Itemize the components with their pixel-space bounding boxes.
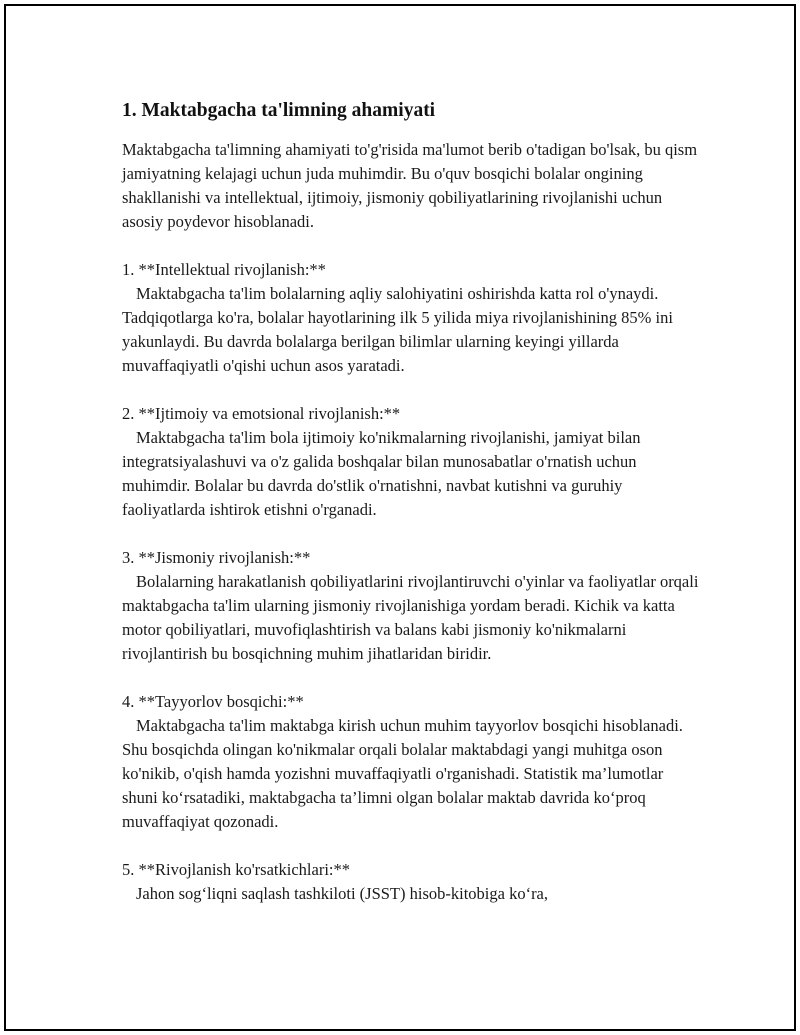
document-content — [122, 98, 702, 930]
section-body-wrap — [122, 426, 702, 522]
section-body: Maktabgacha ta'lim maktabga kirish uchun muhim tayyorlov bosqichi hisoblanadi. Shu bosqichda olingan ko'nikmalar orqali bolalar maktabdagi yangi muhitga oson ko'nikib, o'qish hamda yozishni muvaffaqiyatli o'rganishadi. Statistik ma’lumotlar shuni ko‘rsatadiki, maktabgacha ta’limni olgan bolalar maktab davrida ko‘proq muvaffaqiyat qozonadi. — [122, 716, 683, 831]
section-indicators — [122, 858, 702, 906]
section-preparation — [122, 690, 702, 834]
section-heading: 5. **Rivojlanish ko'rsatkichlari:** — [122, 860, 350, 879]
section-body-wrap — [122, 570, 702, 666]
document-page — [4, 4, 796, 1031]
section-heading: 3. **Jismoniy rivojlanish:** — [122, 548, 311, 567]
section-social — [122, 402, 702, 522]
document-title: 1. Maktabgacha ta'limning ahamiyati — [122, 100, 436, 121]
section-body-wrap — [122, 882, 702, 906]
section-heading: 4. **Tayyorlov bosqichi:** — [122, 692, 304, 711]
section-body: Bolalarning harakatlanish qobiliyatlarini rivojlantiruvchi o'yinlar va faoliyatlar orqali maktabgacha ta'lim ularning jismoniy rivojlanishiga yordam beradi. Kichik va katta motor qobiliyatlari, muvofiqlashtirish va balans kabi jismoniy ko'nikmalarni rivojlantirish bu bosqichning muhim jihatlaridan biridir. — [122, 572, 699, 663]
intro-paragraph: Maktabgacha ta'limning ahamiyati to'g'risida ma'lumot berib o'tadigan bo'lsak, bu qism jamiyatning kelajagi uchun juda muhimdir. Bu o'quv bosqichi bolalar ongining shakllanishi va intellektual, ijtimoiy, jismoniy qobiliyatlarining rivojlanishi uchun asosiy poydevor hisoblanadi. — [122, 140, 698, 231]
section-body-wrap — [122, 714, 702, 834]
section-body-wrap — [122, 282, 702, 378]
section-body: Maktabgacha ta'lim bola ijtimoiy ko'nikmalarning rivojlanishi, jamiyat bilan integratsiyalashuvi va o'z galida boshqalar bilan munosabatlar o'rnatish uchun muhimdir. Bolalar bu davrda do'stlik o'rnatishni, navbat kutishni va guruhiy faoliyatlarda ishtirok etishni o'rganadi. — [122, 428, 641, 519]
section-physical — [122, 546, 702, 666]
section-body: Maktabgacha ta'lim bolalarning aqliy salohiyatini oshirishda katta rol o'ynaydi. Tadqiqotlarga ko'ra, bolalar hayotlarining ilk 5 yilida miya rivojlanishining 85% ini yakunlaydi. Bu davrda bolalarga berilgan bilimlar ularning keyingi yillarda muvaffaqiyatli o'qishi uchun asos yaratadi. — [122, 284, 673, 375]
section-heading: 2. **Ijtimoiy va emotsional rivojlanish:** — [122, 404, 401, 423]
section-body: Jahon sog‘liqni saqlash tashkiloti (JSST) hisob-kitobiga ko‘ra, — [136, 884, 549, 903]
section-heading: 1. **Intellektual rivojlanish:** — [122, 260, 326, 279]
section-intellectual — [122, 258, 702, 378]
